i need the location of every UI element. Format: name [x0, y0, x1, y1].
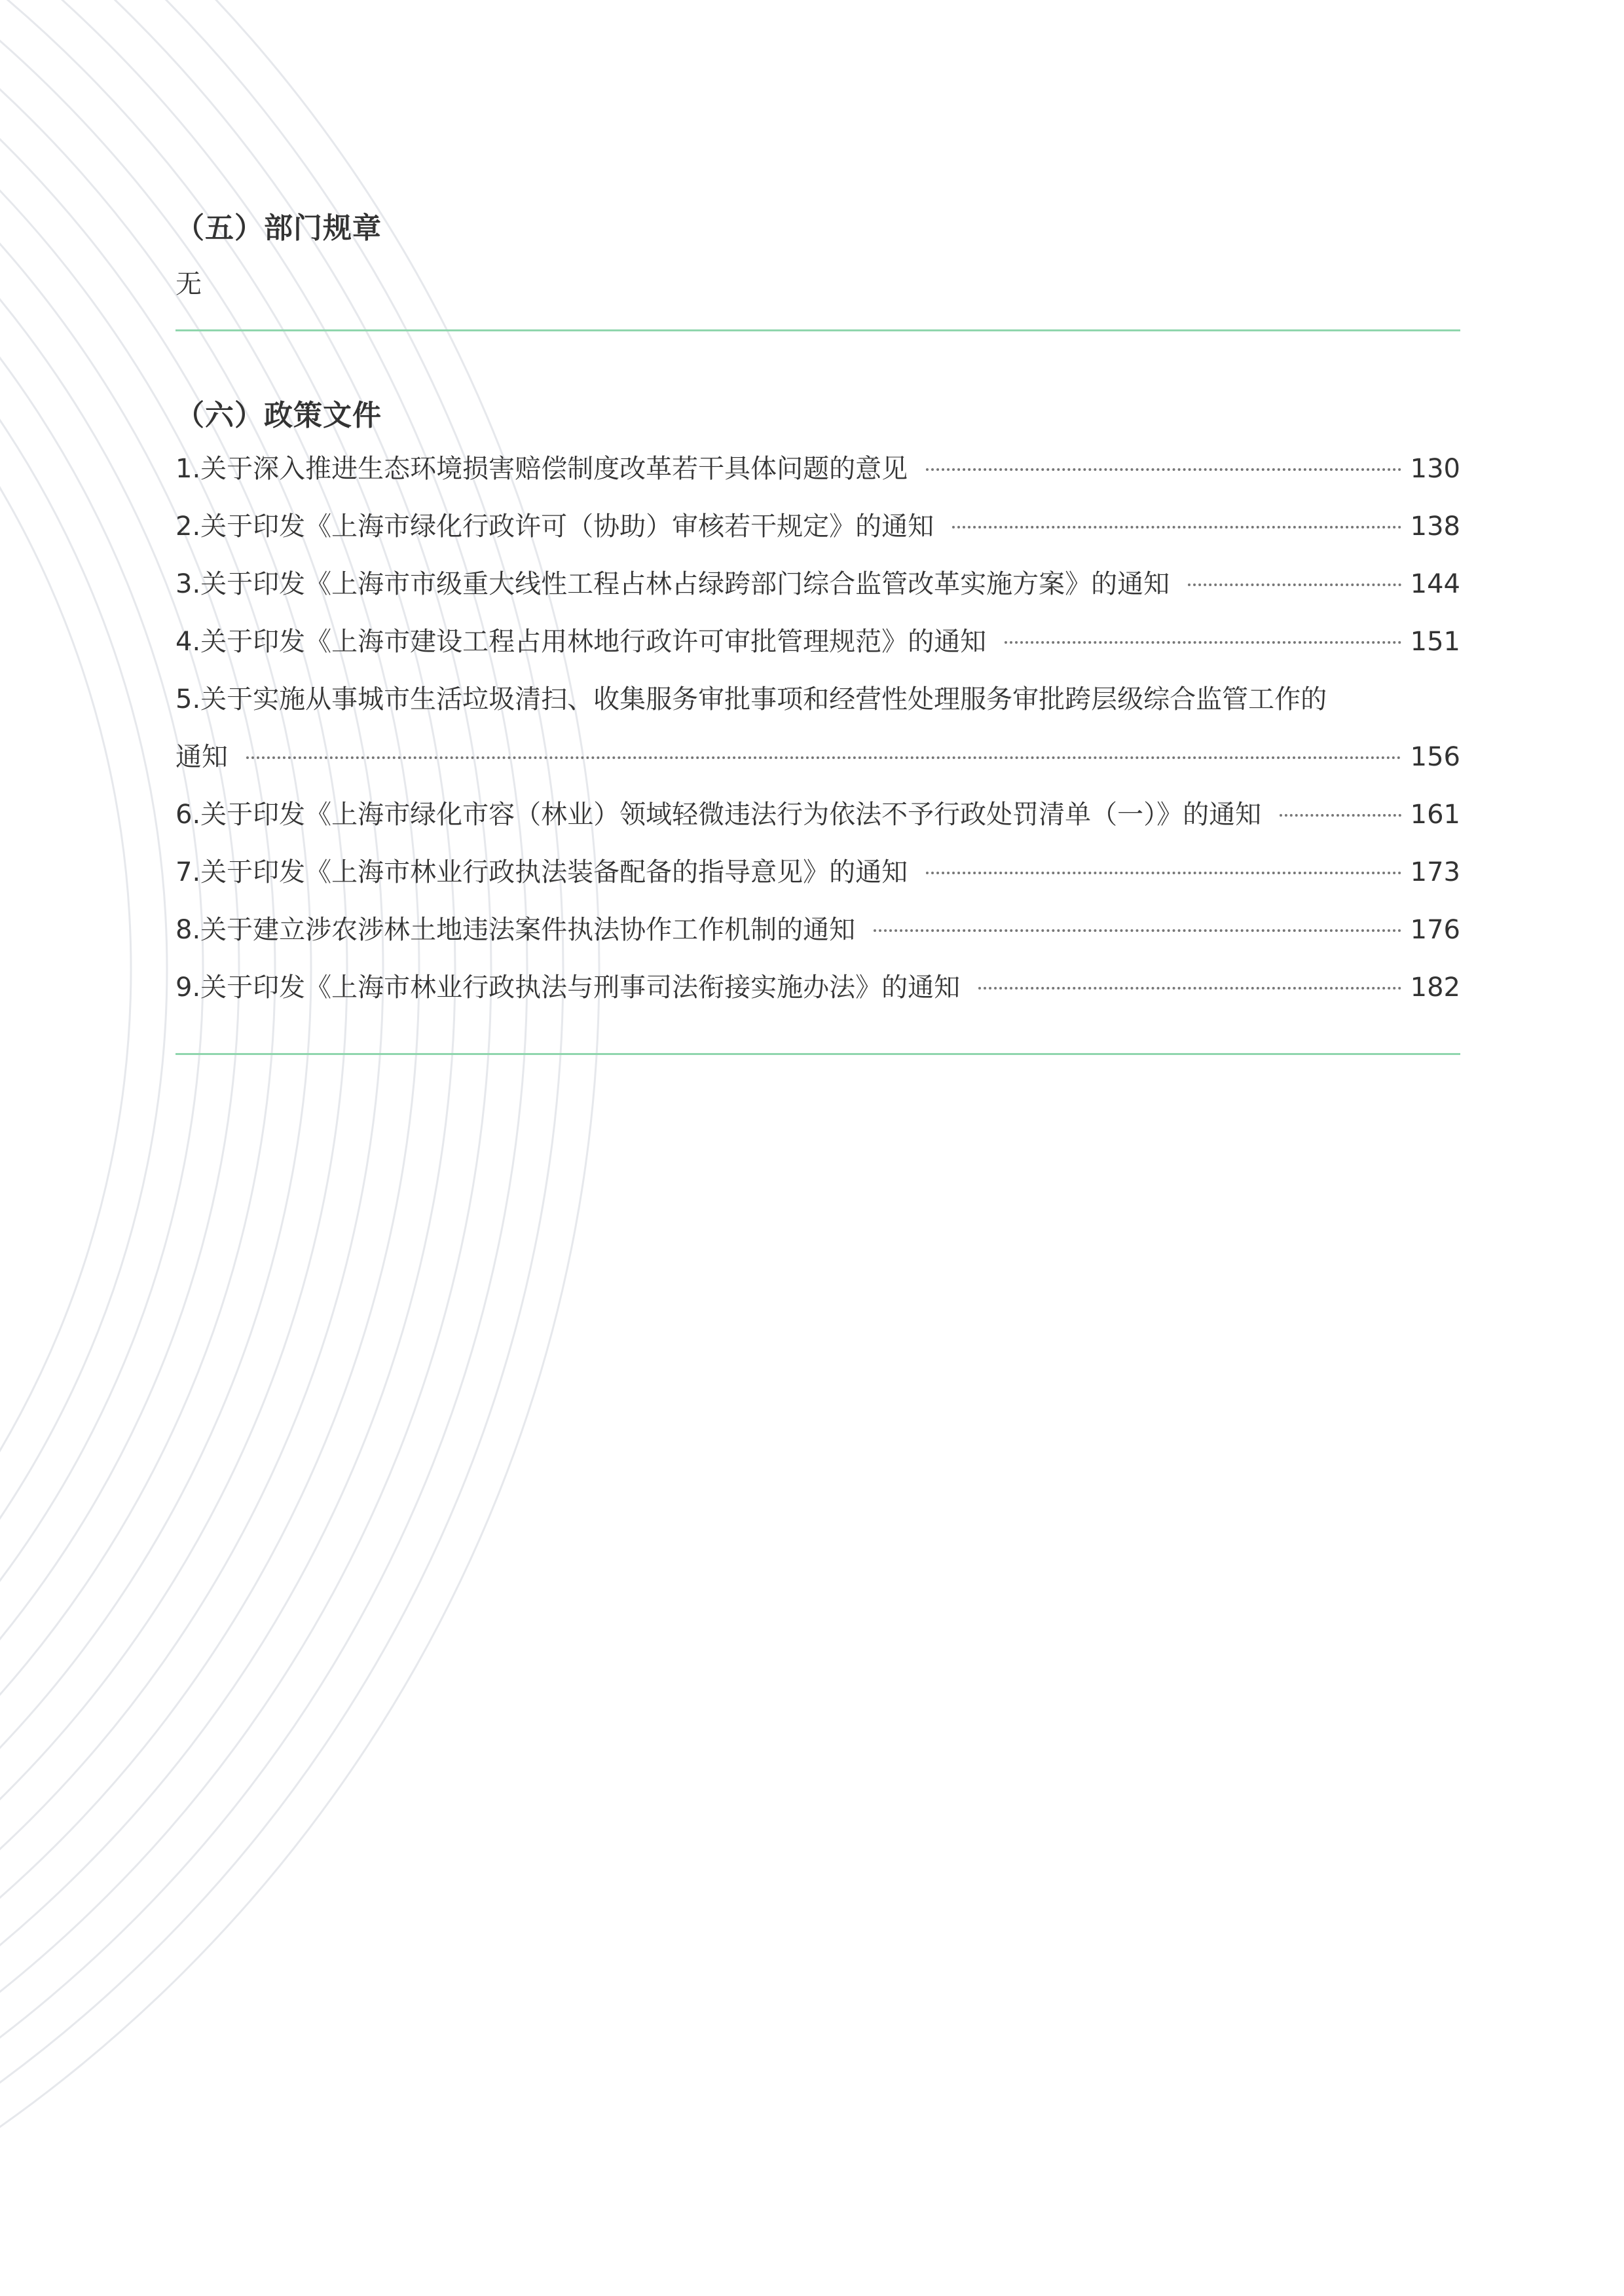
toc-dot-leader: [1280, 814, 1401, 817]
toc-page-number: 173: [1410, 857, 1460, 887]
background-arc: [0, 0, 599, 2296]
toc-entry-title: 6.关于印发《上海市绿化市容（林业）领域轻微违法行为依法不予行政处罚清单（一）》的通知: [175, 800, 1262, 830]
toc-page-number: 130: [1410, 454, 1460, 484]
toc-entry-title-line2: 通知: [175, 742, 228, 772]
toc-entry-1[interactable]: [175, 440, 1460, 498]
background-arc: [0, 0, 347, 2135]
toc-entry-6[interactable]: [175, 786, 1460, 843]
section-divider-2: [175, 1053, 1460, 1055]
section-body-none: 无: [175, 269, 202, 299]
toc-entry-3[interactable]: [175, 555, 1460, 613]
toc-entry-title: 3.关于印发《上海市市级重大线性工程占林占绿跨部门综合监管改革实施方案》的通知: [175, 569, 1170, 599]
toc-entry-title: 7.关于印发《上海市林业行政执法装备配备的指导意见》的通知: [175, 857, 908, 887]
background-arc: [0, 20, 131, 1919]
toc-dot-leader: [874, 929, 1401, 932]
toc-page-number: 182: [1410, 972, 1460, 1003]
background-arc: [0, 0, 167, 1955]
toc-entry-title: 1.关于深入推进生态环境损害赔偿制度改革若干具体问题的意见: [175, 454, 908, 484]
background-arc: [0, 0, 563, 2296]
toc-page-number: 144: [1410, 569, 1460, 599]
background-arc: [0, 0, 311, 2099]
toc-entry-8[interactable]: [175, 901, 1460, 959]
toc-dot-leader: [926, 872, 1401, 874]
toc-dot-leader: [926, 468, 1401, 471]
background-arc: [0, 0, 383, 2171]
toc-page-number: 156: [1410, 742, 1460, 772]
toc-page-number: 151: [1410, 627, 1460, 657]
section-title-policy-documents: （六）政策文件: [175, 399, 382, 432]
background-arc: [0, 0, 275, 2063]
toc-entry-9[interactable]: [175, 959, 1460, 1016]
toc-dot-leader: [978, 987, 1401, 990]
toc-dot-leader: [1188, 583, 1401, 586]
section-title-departmental-rules: （五）部门规章: [175, 212, 382, 245]
background-arc: [0, 0, 491, 2279]
toc-entry-title: 4.关于印发《上海市建设工程占用林地行政许可审批管理规范》的通知: [175, 627, 987, 657]
toc-entry-2[interactable]: [175, 498, 1460, 555]
background-arc: [0, 0, 203, 1991]
section-divider-1: [175, 329, 1460, 331]
toc-dot-leader: [246, 756, 1401, 759]
background-arc: [0, 0, 527, 2296]
background-arc: [0, 0, 455, 2243]
toc-entry-title: 8.关于建立涉农涉林土地违法案件执法协作工作机制的通知: [175, 915, 856, 945]
toc-entry-5[interactable]: [175, 671, 1460, 786]
toc-page-number: 161: [1410, 800, 1460, 830]
toc-page-number: 176: [1410, 915, 1460, 945]
toc-page-number: 138: [1410, 511, 1460, 542]
toc-dot-leader: [952, 526, 1401, 528]
toc-entry-4[interactable]: [175, 613, 1460, 671]
toc-entry-title-line1: 5.关于实施从事城市生活垃圾清扫、收集服务审批事项和经营性处理服务审批跨层级综合监管工作的: [175, 684, 1327, 714]
toc-entry-7[interactable]: [175, 843, 1460, 901]
toc-entry-title: 2.关于印发《上海市绿化行政许可（协助）审核若干规定》的通知: [175, 511, 934, 542]
toc-entry-title: 9.关于印发《上海市林业行政执法与刑事司法衔接实施办法》的通知: [175, 972, 961, 1003]
toc-dot-leader: [1005, 641, 1401, 644]
